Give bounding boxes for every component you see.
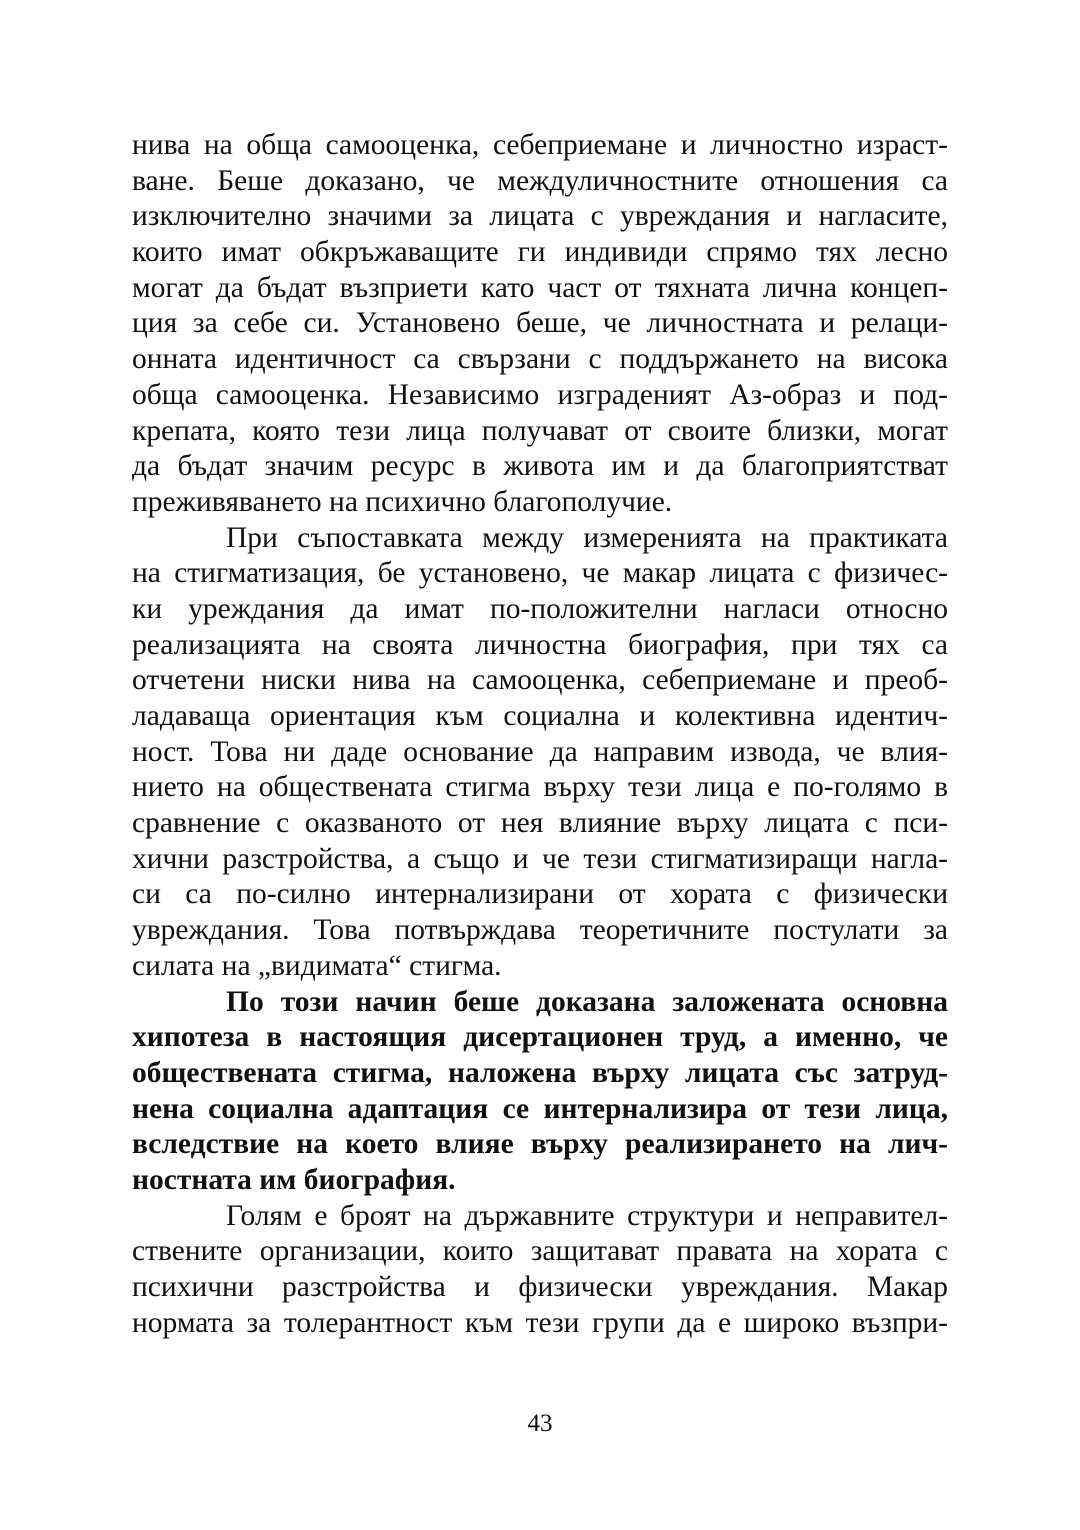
text-line: отчетени ниски нива на самооценка, себеприемане и преоб- <box>132 664 948 697</box>
text-line: При съпоставката между измеренията на практиката <box>226 521 948 554</box>
page-number: 43 <box>527 1410 553 1437</box>
text-line: нена социална адаптация се интернализира от тези лица, <box>132 1092 948 1125</box>
text-line: вследствие на което влияе върху реализирането на лич- <box>132 1128 948 1161</box>
text-line: силата на „видимата“ стигма. <box>132 949 502 982</box>
text-line: хични разстройства, а също и че тези стигматизиращи нагла- <box>132 842 948 875</box>
text-line: обществената стигма, наложена върху лицата със затруд- <box>132 1056 948 1089</box>
text-line: психични разстройства и физически увреждания. Макар <box>132 1271 948 1303</box>
text-line: крепата, която тези лица получават от своите близки, могат <box>132 414 948 447</box>
text-line: които имат обкръжаващите ги индивиди спрямо тях лесно <box>132 236 948 269</box>
paragraph-2 <box>132 521 948 985</box>
text-line: на стигматизация, бе установено, че макар лицата с физичес- <box>132 557 948 590</box>
text-line: преживяването на психично благополучие. <box>132 485 673 518</box>
text-line: обща самооценка. Независимо изграденият Аз-образ и под- <box>132 378 948 411</box>
text-line: реализацията на своята личностна биография, при тях са <box>132 628 948 661</box>
text-line: онната идентичност са свързани с поддържането на висока <box>132 343 948 376</box>
text-line: да бъдат значим ресурс в живота им и да благоприятстват <box>132 450 948 483</box>
paragraph-1 <box>132 128 948 521</box>
paragraph-3-bold <box>132 985 948 1199</box>
text-line: По този начин беше доказана заложената основна <box>226 985 948 1018</box>
text-line: нормата за толерантност към тези групи да е широко възпри- <box>132 1306 948 1339</box>
text-line: ност. Това ни даде основание да направим извода, че влия- <box>132 735 948 768</box>
text-line: нието на обществената стигма върху тези лица е по-голямо в <box>132 771 948 804</box>
text-line: изключително значими за лицата с увреждания и нагласите, <box>132 200 948 233</box>
text-line: ция за себе си. Установено беше, че личностната и релаци- <box>132 307 948 340</box>
text-line: сравнение с оказваното от нея влияние върху лицата с пси- <box>132 807 948 840</box>
body-text <box>132 128 948 1341</box>
text-line: ностната им биография. <box>132 1163 456 1196</box>
text-line: ладаваща ориентация към социална и колективна идентич- <box>132 700 948 732</box>
text-line: увреждания. Това потвърждава теоретичните постулати за <box>132 914 948 947</box>
text-line: могат да бъдат възприети като част от тяхната лична концеп- <box>132 271 948 304</box>
paragraph-4 <box>132 1199 948 1342</box>
text-line: ствените организации, които защитават правата на хората с <box>132 1235 948 1268</box>
text-line: ки уреждания да имат по-положителни нагласи относно <box>132 592 948 625</box>
text-line: хипотеза в настоящия дисертационен труд, а именно, че <box>132 1021 948 1054</box>
text-line: ване. Беше доказано, че междуличностните отношения са <box>132 164 948 197</box>
text-line: си са по-силно интернализирани от хората с физически <box>132 878 948 911</box>
text-line: нива на обща самооценка, себеприемане и личностно израст- <box>132 129 948 161</box>
text-line: Голям е броят на държавните структури и неправител- <box>226 1199 948 1232</box>
